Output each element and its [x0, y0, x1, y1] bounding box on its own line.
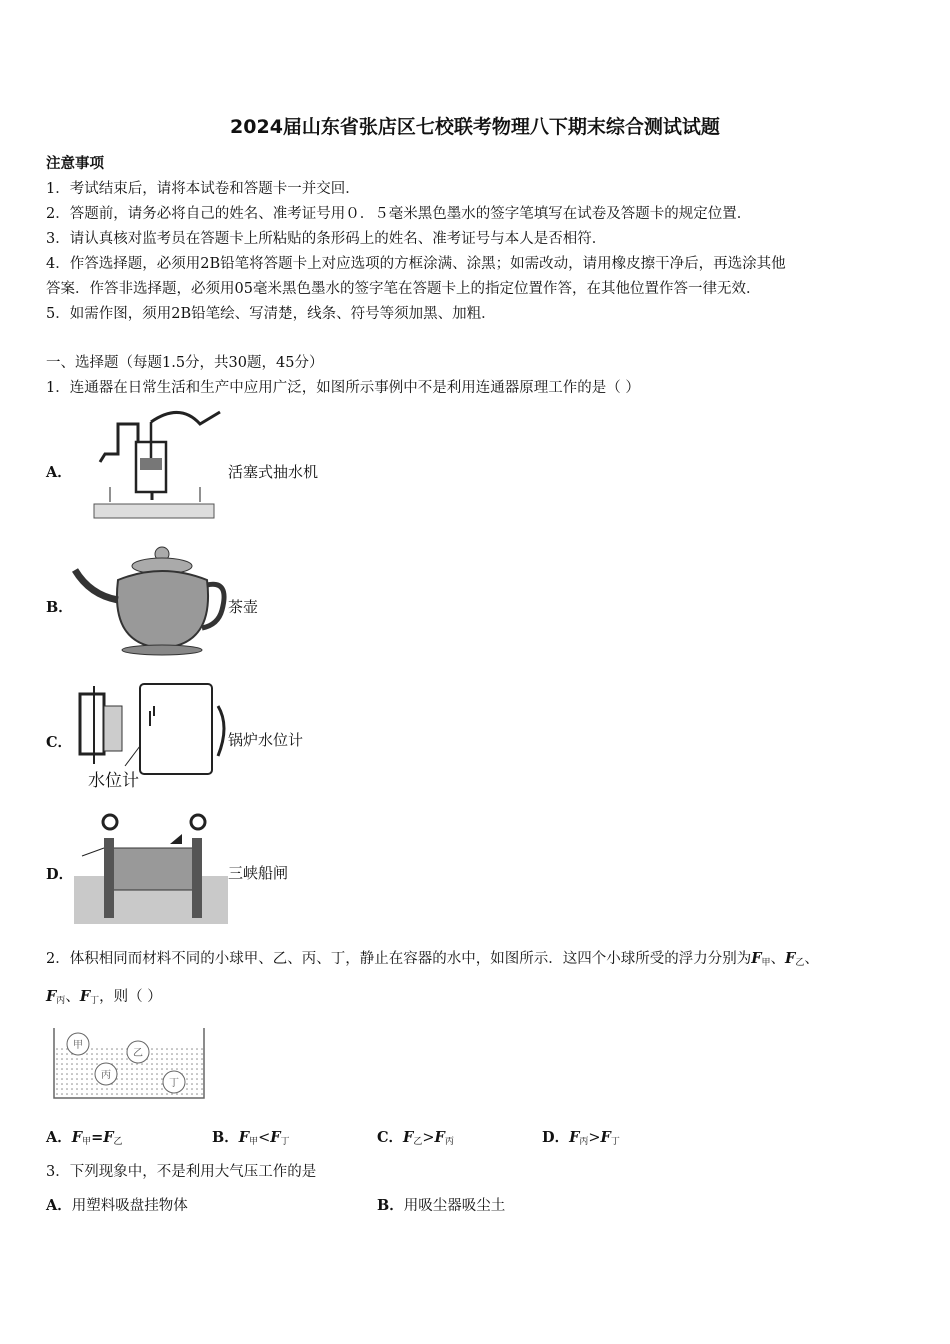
notice-item: 2．答题前，请务必将自己的姓名、准考证号用０．５毫米黑色墨水的签字笔填写在试卷及答题卡的规定位置． — [46, 206, 752, 222]
svg-text:乙: 乙 — [133, 1048, 143, 1059]
q2-option-a: A．$F_甲=F_乙$ — [46, 1129, 123, 1147]
water-gauge-caption: 水位计 — [88, 771, 139, 791]
notice-item: 5．如需作图，须用2B铅笔绘、写清楚，线条、符号等须加黑、加粗． — [46, 306, 496, 322]
option-letter-a: A． — [46, 464, 72, 481]
teapot-figure — [70, 540, 230, 658]
option-label-c: 锅炉水位计 — [228, 731, 304, 749]
question-1-stem: 1．连通器在日常生活和生产中应用广泛，如图所示事例中不是利用连通器原理工作的是（ ） — [46, 380, 640, 396]
notice-item: 4．作答选择题，必须用2B铅笔将答题卡上对应选项的方框涂满、涂黑；如需改动，请用橡皮擦干净后，再选涂其他 — [46, 256, 786, 272]
ship-lock-figure — [74, 808, 228, 924]
q2-option-b: B．$F_甲<F_丁$ — [212, 1129, 290, 1147]
option-label-a: 活塞式抽水机 — [228, 463, 319, 481]
option-letter-c: C． — [46, 734, 73, 751]
option-label-d: 三峡船闸 — [228, 864, 289, 882]
question-2-stem-line1: 2．体积相同而材料不同的小球甲、乙、丙、丁，静止在容器的水中，如图所示．这四个小球所受的浮力分别为$F_甲$、$F_乙$、 — [46, 950, 819, 968]
option-letter-b: B． — [46, 599, 73, 616]
svg-text:丙: 丙 — [101, 1070, 111, 1081]
svg-text:甲: 甲 — [73, 1040, 83, 1051]
notice-item: 3．请认真核对监考员在答题卡上所粘贴的条形码上的姓名、准考证号与本人是否相符． — [46, 231, 607, 247]
piston-pump-figure — [70, 402, 230, 522]
section-heading: 一、选择题（每题1.5分，共30题，45分） — [46, 355, 324, 371]
question-2-stem-line2: $F_丙$、$F_丁$，则（ ） — [46, 988, 162, 1006]
floating-balls-figure — [50, 1022, 208, 1102]
svg-text:丁: 丁 — [169, 1078, 179, 1089]
notice-heading: 注意事项 — [46, 155, 104, 172]
question-3-stem: 3．下列现象中，不是利用大气压工作的是 — [46, 1164, 317, 1180]
notice-item: 答案．作答非选择题，必须用05毫米黑色墨水的签字笔在答题卡上的指定位置作答，在其他位置作答一律无效． — [46, 281, 761, 297]
q2-option-c: C．$F_乙>F_丙$ — [377, 1129, 454, 1147]
q2-option-d: D．$F_丙>F_丁$ — [542, 1129, 620, 1147]
page-title: 2024届山东省张店区七校联考物理八下期末综合测试试题 — [230, 116, 720, 138]
notice-item: 1．考试结束后，请将本试卷和答题卡一并交回． — [46, 181, 360, 197]
option-label-b: 茶壶 — [228, 598, 259, 616]
question-2-stem-text: 2．体积相同而材料不同的小球甲、乙、丙、丁，静止在容器的水中，如图所示．这四个小球所受的浮力分别为 — [46, 951, 752, 967]
option-letter-d: D． — [46, 866, 74, 883]
q3-option-b: B．用吸尘器吸尘土 — [377, 1197, 506, 1214]
q3-option-a: A．用塑料吸盘挂物体 — [46, 1197, 188, 1214]
